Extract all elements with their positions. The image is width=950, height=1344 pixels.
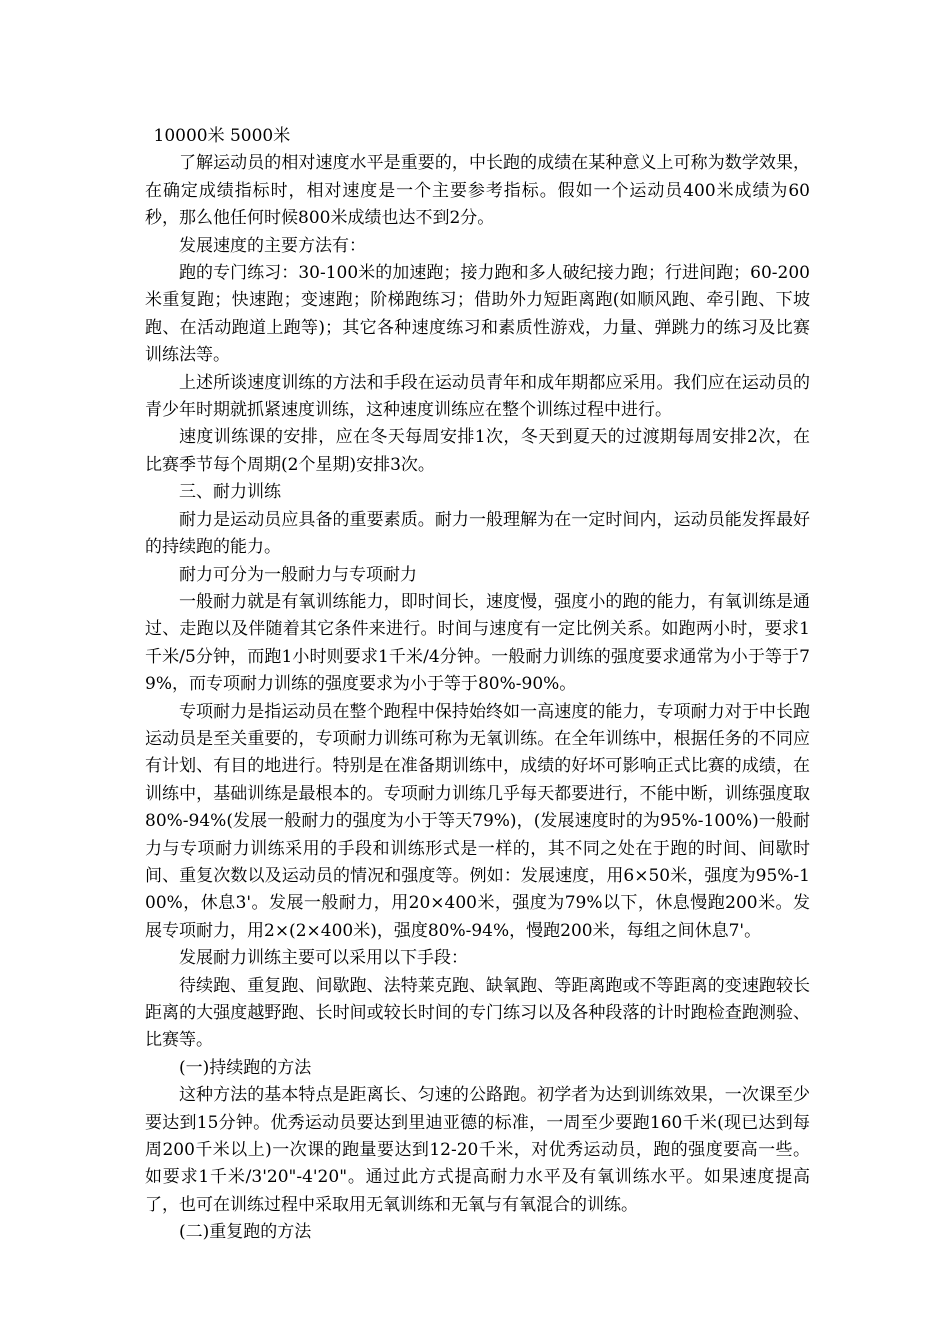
- paragraph-endurance-means-list: 待续跑、重复跑、间歇跑、法特莱克跑、缺氧跑、等距离跑或不等距离的变速跑较长距离的大强度越野跑、长时间或较长时间的专门练习以及各种段落的计时跑检查跑测验、比赛等。: [145, 975, 810, 1051]
- paragraph-special-endurance: 专项耐力是指运动员在整个跑程中保持始终如一高速度的能力，专项耐力对于中长跑运动员是至关重要的，专项耐力训练可称为无氧训练。在全年训练中，根据任务的不同应有计划、有目的地进行。特别是在准备期训练中，成绩的好坏可影响正式比赛的成绩，在训练中，基础训练是最根本的。专项耐力训练几乎每天都要进行，不能中断，训练强度取80%-94%(发展一般耐力的强度为小于等天79%)，(发展速度时的为95%-100%)一般耐力与专项耐力训练采用的手段和训练形式是一样的，其不同之处在于跑的时间、间歇时间、重复次数以及运动员的情况和强度等。例如：发展速度，用6×50米，强度为95%-100%，休息3'。发展一般耐力，用20×400米，强度为79%以下，休息慢跑200米。发展专项耐力，用2×(2×400米)，强度80%-94%，慢跑200米，每组之间休息7'。: [145, 701, 810, 941]
- paragraph-speed-training-age: 上述所谈速度训练的方法和手段在运动员青年和成年期都应采用。我们应在运动员的青少年时期就抓紧速度训练，这种速度训练应在整个训练过程中进行。: [145, 372, 810, 421]
- section-heading-endurance: 三、耐力训练: [179, 482, 281, 503]
- paragraph-general-endurance: 一般耐力就是有氧训练能力，即时间长，速度慢，强度小的跑的能力，有氧训练是通过、走跑以及伴随着其它条件来进行。时间与速度有一定比例关系。如跑两小时，要求1千米/5分钟，而跑1小时则要求1千米/4分钟。一般耐力训练的强度要求通常为小于等于79%，而专项耐力训练的强度要求为小于等于80%-90%。: [145, 591, 810, 695]
- paragraph-endurance-definition: 耐力是运动员应具备的重要素质。耐力一般理解为在一定时间内，运动员能发挥最好的持续跑的能力。: [145, 509, 810, 558]
- paragraph-continuous-run: 这种方法的基本特点是距离长、匀速的公路跑。初学者为达到训练效果，一次课至少要达到15分钟。优秀运动员要达到里迪亚德的标准，一周至少要跑160千米(现已达到每周200千米以上)一次课的跑量要达到12-20千米，对优秀运动员，跑的强度要高一些。如要求1千米/3'20"-4'20"。通过此方式提高耐力水平及有氧训练水平。如果速度提高了，也可在训练过程中采取用无氧训练和无氧与有氧混合的训练。: [145, 1085, 810, 1215]
- subheading-repetition-run: (二)重复跑的方法: [179, 1222, 312, 1243]
- subheading-continuous-run: (一)持续跑的方法: [179, 1057, 312, 1078]
- document-body: [145, 123, 810, 1247]
- paragraph-relative-speed: 了解运动员的相对速度水平是重要的，中长跑的成绩在某种意义上可称为数学效果，在确定成绩指标时，相对速度是一个主要参考指标。假如一个运动员400米成绩为60秒，那么他任何时候800米成绩也达不到2分。: [145, 153, 810, 229]
- distance-line: 10000米 5000米: [153, 126, 291, 146]
- paragraph-endurance-types: 耐力可分为一般耐力与专项耐力: [179, 564, 417, 585]
- paragraph-speed-schedule: 速度训练课的安排，应在冬天每周安排1次，冬天到夏天的过渡期每周安排2次，在比赛季节每个周期(2个星期)安排3次。: [145, 427, 810, 475]
- paragraph-speed-methods-intro: 发展速度的主要方法有：: [179, 235, 366, 256]
- paragraph-special-drills: 跑的专门练习：30-100米的加速跑；接力跑和多人破纪接力跑；行进间跑；60-200米重复跑；快速跑；变速跑；阶梯跑练习；借助外力短距离跑(如顺风跑、牵引跑、下坡跑、在活动跑道上跑等)；其它各种速度练习和素质性游戏，力量、弹跳力的练习及比赛训练法等。: [145, 263, 810, 366]
- paragraph-endurance-means-intro: 发展耐力训练主要可以采用以下手段：: [179, 948, 468, 969]
